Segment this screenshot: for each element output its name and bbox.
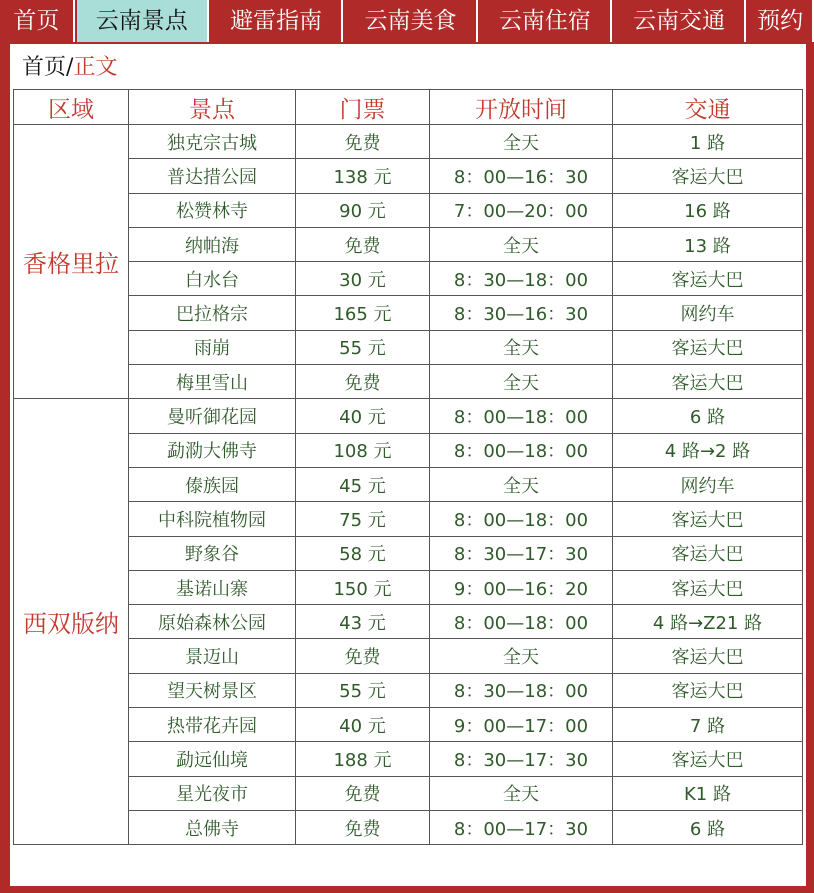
hours-cell: 8：30—17：30: [430, 536, 613, 570]
hours-cell: 8：00—17：30: [430, 810, 613, 844]
transport-cell: 6 路: [613, 810, 803, 844]
table-row: [14, 776, 803, 810]
nav-tab-0[interactable]: 首页: [0, 0, 75, 42]
table-row: [14, 433, 803, 467]
hours-cell: 9：00—17：00: [430, 708, 613, 742]
table-row: [14, 673, 803, 707]
ticket-cell: 40 元: [296, 708, 430, 742]
column-header: 门票: [296, 90, 430, 125]
hours-cell: 8：30—16：30: [430, 296, 613, 330]
attraction-cell: 中科院植物园: [129, 502, 296, 536]
table-row: [14, 399, 803, 433]
attraction-cell: 野象谷: [129, 536, 296, 570]
attraction-cell: 原始森林公园: [129, 605, 296, 639]
ticket-cell: 108 元: [296, 433, 430, 467]
attraction-cell: 望天树景区: [129, 673, 296, 707]
breadcrumb-separator: /: [66, 55, 74, 80]
transport-cell: 16 路: [613, 193, 803, 227]
table-row: [14, 742, 803, 776]
transport-cell: 网约车: [613, 296, 803, 330]
ticket-cell: 58 元: [296, 536, 430, 570]
attraction-cell: 勐远仙境: [129, 742, 296, 776]
attraction-cell: 纳帕海: [129, 227, 296, 261]
ticket-cell: 免费: [296, 227, 430, 261]
table-row: [14, 605, 803, 639]
transport-cell: 客运大巴: [613, 639, 803, 673]
ticket-cell: 43 元: [296, 605, 430, 639]
attraction-cell: 巴拉格宗: [129, 296, 296, 330]
table-row: [14, 125, 803, 159]
attraction-cell: 雨崩: [129, 330, 296, 364]
transport-cell: 网约车: [613, 467, 803, 501]
ticket-cell: 免费: [296, 776, 430, 810]
table-row: [14, 159, 803, 193]
ticket-cell: 138 元: [296, 159, 430, 193]
table-row: [14, 467, 803, 501]
nav-tab-1[interactable]: 云南景点: [77, 0, 209, 42]
table-header-row: [14, 90, 803, 125]
table-row: [14, 365, 803, 399]
hours-cell: 8：00—18：00: [430, 502, 613, 536]
table-row: [14, 262, 803, 296]
nav-tab-2[interactable]: 避雷指南: [211, 0, 343, 42]
attraction-cell: 曼听御花园: [129, 399, 296, 433]
transport-cell: 1 路: [613, 125, 803, 159]
transport-cell: 4 路→Z21 路: [613, 605, 803, 639]
hours-cell: 8：00—18：00: [430, 605, 613, 639]
hours-cell: 全天: [430, 365, 613, 399]
attraction-cell: 松赞林寺: [129, 193, 296, 227]
breadcrumb-home[interactable]: 首页: [22, 55, 67, 80]
nav-tab-6[interactable]: 预约: [748, 0, 814, 42]
transport-cell: K1 路: [613, 776, 803, 810]
top-nav: [0, 0, 814, 44]
table-row: [14, 502, 803, 536]
transport-cell: 客运大巴: [613, 502, 803, 536]
hours-cell: 8：30—18：00: [430, 262, 613, 296]
transport-cell: 7 路: [613, 708, 803, 742]
hours-cell: 7：00—20：00: [430, 193, 613, 227]
ticket-cell: 免费: [296, 639, 430, 673]
hours-cell: 9：00—16：20: [430, 570, 613, 604]
ticket-cell: 55 元: [296, 673, 430, 707]
table-body: [14, 125, 803, 845]
table-row: [14, 330, 803, 364]
table-row: [14, 570, 803, 604]
hours-cell: 8：00—18：00: [430, 433, 613, 467]
hours-cell: 全天: [430, 639, 613, 673]
table-row: [14, 193, 803, 227]
transport-cell: 客运大巴: [613, 330, 803, 364]
content-panel: [10, 44, 806, 886]
transport-cell: 客运大巴: [613, 365, 803, 399]
nav-tab-5[interactable]: 云南交通: [614, 0, 746, 42]
attraction-cell: 梅里雪山: [129, 365, 296, 399]
hours-cell: 8：30—17：30: [430, 742, 613, 776]
attraction-cell: 总佛寺: [129, 810, 296, 844]
hours-cell: 8：30—18：00: [430, 673, 613, 707]
attractions-table: [13, 89, 803, 845]
hours-cell: 全天: [430, 330, 613, 364]
transport-cell: 6 路: [613, 399, 803, 433]
attraction-cell: 傣族园: [129, 467, 296, 501]
column-header: 交通: [613, 90, 803, 125]
hours-cell: 8：00—18：00: [430, 399, 613, 433]
ticket-cell: 30 元: [296, 262, 430, 296]
transport-cell: 客运大巴: [613, 536, 803, 570]
ticket-cell: 免费: [296, 125, 430, 159]
attraction-cell: 勐泐大佛寺: [129, 433, 296, 467]
ticket-cell: 免费: [296, 365, 430, 399]
column-header: 开放时间: [430, 90, 613, 125]
ticket-cell: 55 元: [296, 330, 430, 364]
attraction-cell: 景迈山: [129, 639, 296, 673]
transport-cell: 客运大巴: [613, 742, 803, 776]
column-header: 区域: [14, 90, 129, 125]
transport-cell: 13 路: [613, 227, 803, 261]
table-row: [14, 810, 803, 844]
region-cell: 西双版纳: [14, 399, 129, 845]
hours-cell: 全天: [430, 125, 613, 159]
attraction-cell: 热带花卉园: [129, 708, 296, 742]
ticket-cell: 90 元: [296, 193, 430, 227]
region-cell: 香格里拉: [14, 125, 129, 399]
attraction-cell: 基诺山寨: [129, 570, 296, 604]
transport-cell: 客运大巴: [613, 570, 803, 604]
ticket-cell: 165 元: [296, 296, 430, 330]
ticket-cell: 40 元: [296, 399, 430, 433]
ticket-cell: 45 元: [296, 467, 430, 501]
transport-cell: 客运大巴: [613, 159, 803, 193]
column-header: 景点: [129, 90, 296, 125]
ticket-cell: 150 元: [296, 570, 430, 604]
transport-cell: 客运大巴: [613, 673, 803, 707]
attraction-cell: 独克宗古城: [129, 125, 296, 159]
ticket-cell: 188 元: [296, 742, 430, 776]
breadcrumb-current: 正文: [73, 55, 118, 80]
attraction-cell: 星光夜市: [129, 776, 296, 810]
table-row: [14, 536, 803, 570]
nav-tab-4[interactable]: 云南住宿: [480, 0, 612, 42]
transport-cell: 4 路→2 路: [613, 433, 803, 467]
attraction-cell: 普达措公园: [129, 159, 296, 193]
ticket-cell: 75 元: [296, 502, 430, 536]
table-row: [14, 708, 803, 742]
transport-cell: 客运大巴: [613, 262, 803, 296]
table-row: [14, 639, 803, 673]
table-row: [14, 227, 803, 261]
breadcrumb: [22, 50, 117, 81]
hours-cell: 全天: [430, 776, 613, 810]
hours-cell: 全天: [430, 467, 613, 501]
nav-tab-3[interactable]: 云南美食: [345, 0, 477, 42]
ticket-cell: 免费: [296, 810, 430, 844]
hours-cell: 全天: [430, 227, 613, 261]
attraction-cell: 白水台: [129, 262, 296, 296]
table-row: [14, 296, 803, 330]
hours-cell: 8：00—16：30: [430, 159, 613, 193]
